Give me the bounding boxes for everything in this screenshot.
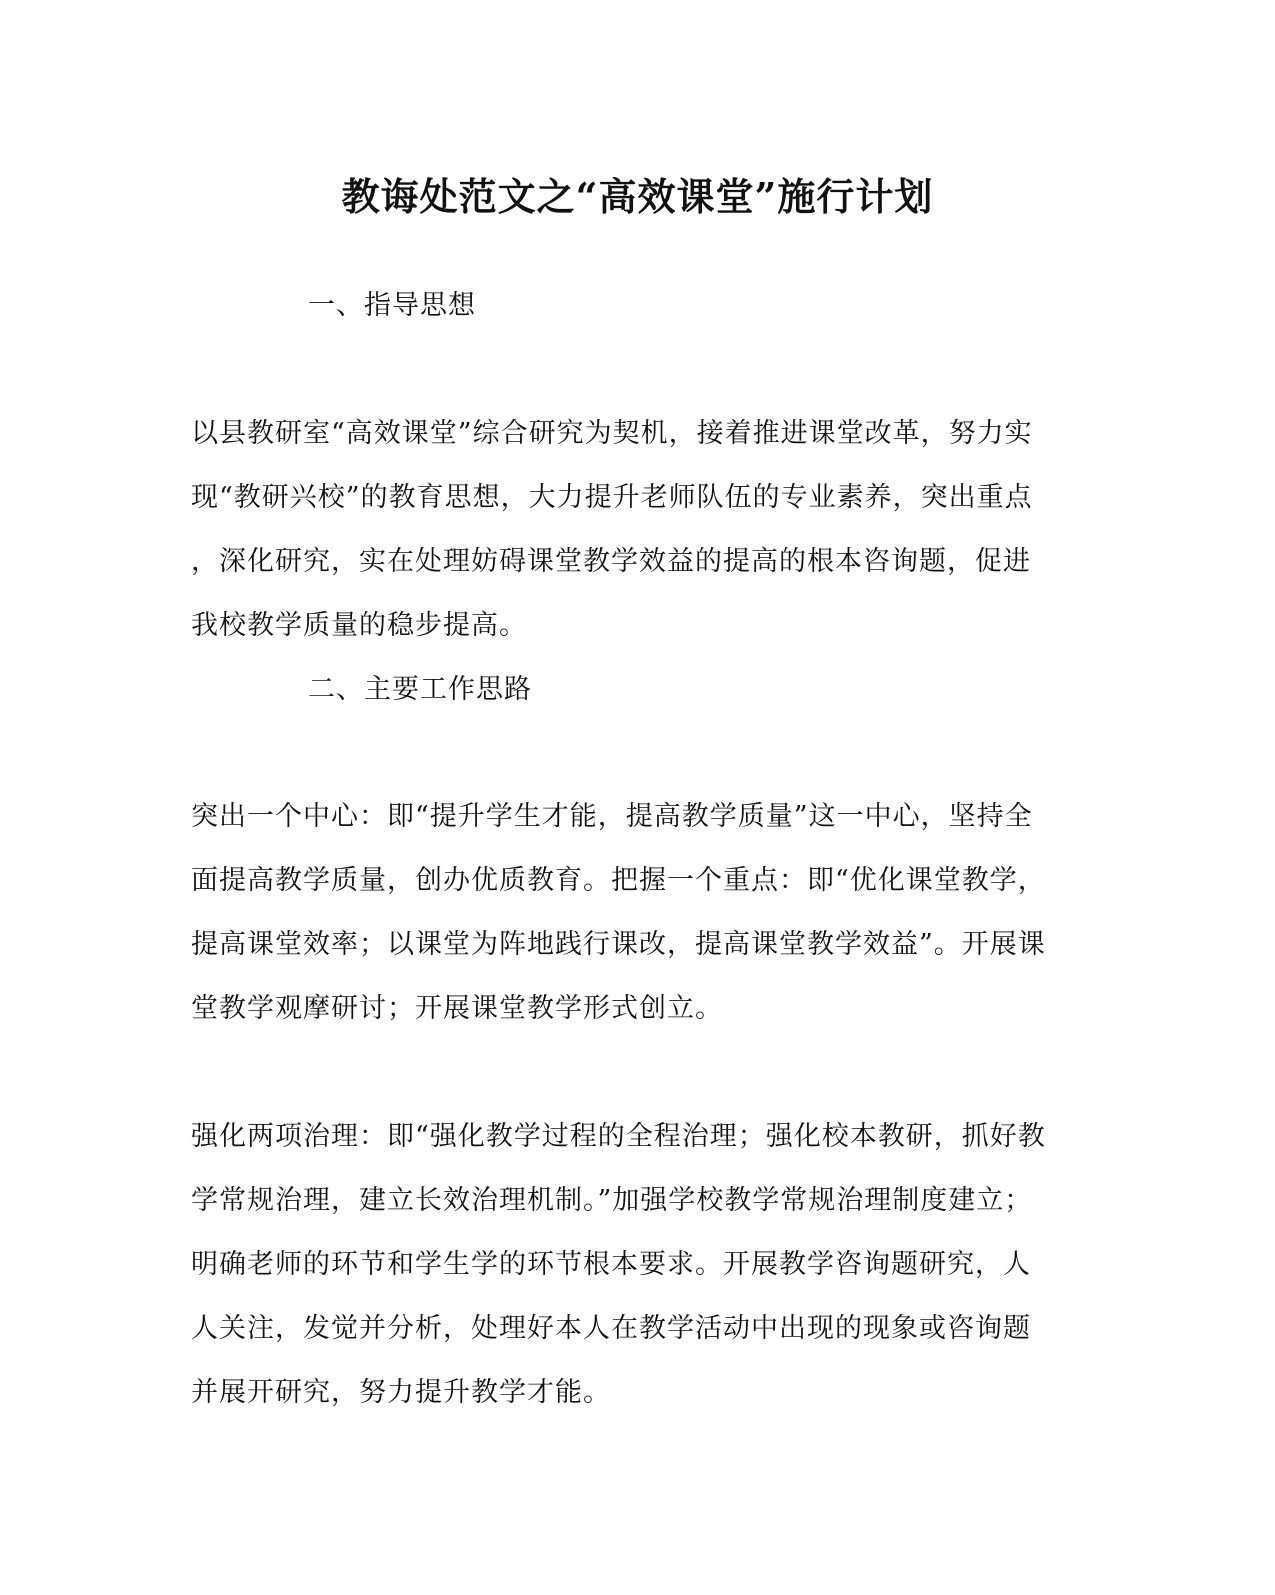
paragraph-line: 学常规治理，建立长效治理机制。”加强学校教学常规治理制度建立；: [191, 1185, 1033, 1216]
paragraph-line: 提高课堂效率；以课堂为阵地践行课改，提高课堂教学效益”。开展课: [191, 929, 1046, 960]
paragraph-line: 人关注，发觉并分析，处理好本人在教学活动中出现的现象或咨询题: [191, 1313, 1031, 1344]
paragraph-line: 明确老师的环节和学生学的环节根本要求。开展教学咨询题研究，人: [191, 1249, 1031, 1280]
section-heading-guiding-thought: 一、指导思想: [308, 290, 476, 321]
paragraph-line: 突出一个中心：即“提升学生才能，提高教学质量”这一中心，坚持全: [191, 801, 1033, 832]
paragraph-line: ，深化研究，实在处理妨碍课堂教学效益的提高的根本咨询题，促进: [191, 546, 1031, 577]
paragraph-line: 面提高教学质量，创办优质教育。把握一个重点：即“优化课堂教学，: [191, 865, 1046, 896]
paragraph-line: 并展开研究，努力提升教学才能。: [191, 1377, 611, 1408]
paragraph-line: 堂教学观摩研讨；开展课堂教学形式创立。: [191, 993, 723, 1024]
paragraph-line: 以县教研室“高效课堂”综合研究为契机，接着推进课堂改革，努力实: [191, 418, 1033, 449]
section-heading-work-ideas: 二、主要工作思路: [308, 674, 532, 705]
paragraph-line: 现“教研兴校”的教育思想，大力提升老师队伍的专业素养，突出重点: [191, 482, 1033, 513]
document-title: 教诲处范文之“高效课堂”施行计划: [341, 174, 934, 219]
paragraph-line: 我校教学质量的稳步提高。: [191, 610, 527, 641]
paragraph-line: 强化两项治理：即“强化教学过程的全程治理；强化校本教研，抓好教: [191, 1121, 1046, 1152]
